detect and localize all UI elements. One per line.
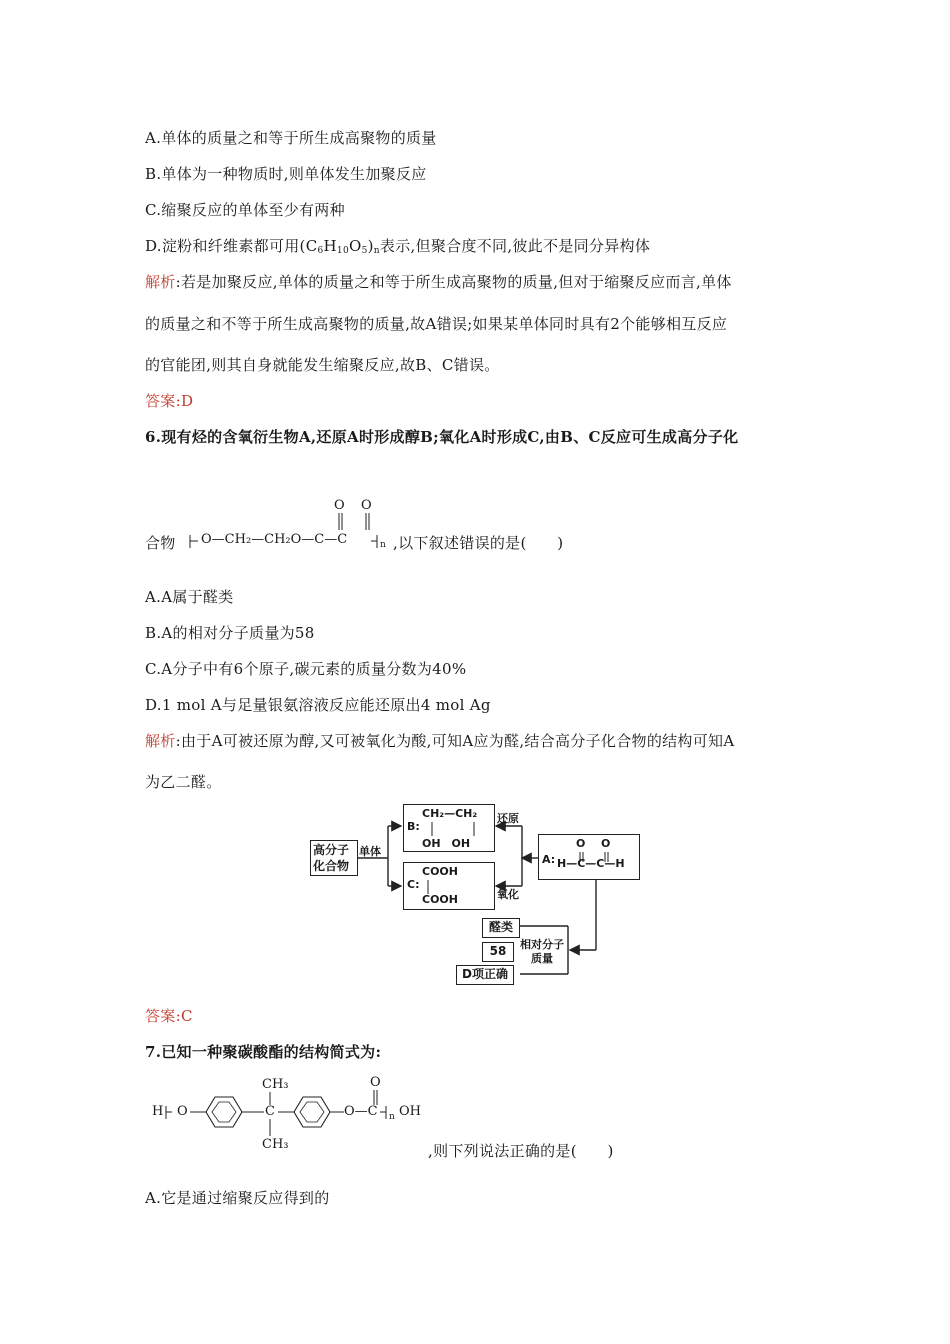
a-box: A: H—C—C—H O O [538,834,640,880]
q6-option-a: A.A属于醛类 [145,588,234,606]
q7-stem-post: ,则下列说法正确的是( ) [428,1142,614,1160]
answer-label: 答案 [145,392,176,410]
reduce-label: 还原 [497,812,519,825]
q5-answer: 答案:D [145,392,194,410]
q5-option-b: B.单体为一种物质时,则单体发生加聚反应 [145,165,427,183]
q6-stem-line2: 合物 [145,534,176,552]
monomer-label: 单体 [359,845,381,858]
d-correct-box: D项正确 [456,965,514,985]
polymer-box: 高分子 化合物 [310,840,358,876]
q7-ch3-top: CH₃ [262,1077,289,1092]
q7-right-oc: O—C [344,1104,378,1119]
q6-stem-line1: 6.现有烃的含氧衍生物A,还原A时形成醇B;氧化A时形成C,由B、C反应可生成高分子化 [145,428,739,446]
q7-carbonyl-o: O [370,1075,381,1090]
q6-stem-line2-post: ,以下叙述错误的是( ) [393,534,564,552]
oxidize-label: 氧化 [497,888,519,901]
q7-n: n [389,1112,395,1122]
q7-o-left: O [177,1104,188,1119]
q6-analysis-line1: 解析:由于A可被还原为醇,又可被氧化为酸,可知A应为醛,结合高分子化合物的结构可知A [145,732,735,750]
q6-polymer-o1: O [334,498,345,513]
q6-polymer-formula: O—CH₂—CH₂O—C—C [201,532,348,547]
q7-option-a: A.它是通过缩聚反应得到的 [145,1189,330,1207]
q5-analysis-line3: 的官能团,则其自身就能发生缩聚反应,故B、C错误。 [145,356,500,374]
q5-option-d: D.淀粉和纤维素都可用$(C_6H_{10}O_5)_n$表示,但聚合度不同,彼此不是同分异构体 [145,237,651,256]
q6-answer: 答案:C [145,1007,193,1025]
q5-analysis-line2: 的质量之和不等于所生成高聚物的质量,故A错误;如果某单体同时具有2个能够相互反应 [145,315,728,333]
mass-box: 58 [482,942,514,962]
c-box: C: COOH COOH [403,862,495,910]
q6-option-b: B.A的相对分子质量为58 [145,624,315,642]
q6-analysis-line2: 为乙二醛。 [145,773,222,791]
q7-oh: OH [399,1104,421,1119]
analysis-label: 解析 [145,732,176,750]
q7-stem: 7.已知一种聚碳酸酯的结构简式为: [145,1043,382,1061]
mass-label: 相对分子 质量 [520,938,564,965]
q7-ch3-bottom: CH₃ [262,1137,289,1152]
q5-analysis-line1: 解析:若是加聚反应,单体的质量之和等于所生成高聚物的质量,但对于缩聚反应而言,单体 [145,273,732,291]
q6-option-c: C.A分子中有6个原子,碳元素的质量分数为40% [145,660,467,678]
q6-option-d: D.1 mol A与足量银氨溶液反应能还原出4 mol Ag [145,696,491,714]
q5-option-a: A.单体的质量之和等于所生成高聚物的质量 [145,129,437,147]
q6-polymer-o2: O [361,498,372,513]
q6-polymer-n: n [380,540,386,550]
q5-option-c: C.缩聚反应的单体至少有两种 [145,201,345,219]
answer-label: 答案 [145,1007,176,1025]
q7-h: H [152,1104,164,1119]
analysis-label: 解析 [145,273,176,291]
aldehyde-box: 醛类 [482,918,520,938]
q7-center-c: C [265,1104,275,1119]
b-box: B: CH₂—CH₂ OH OH [403,804,495,852]
